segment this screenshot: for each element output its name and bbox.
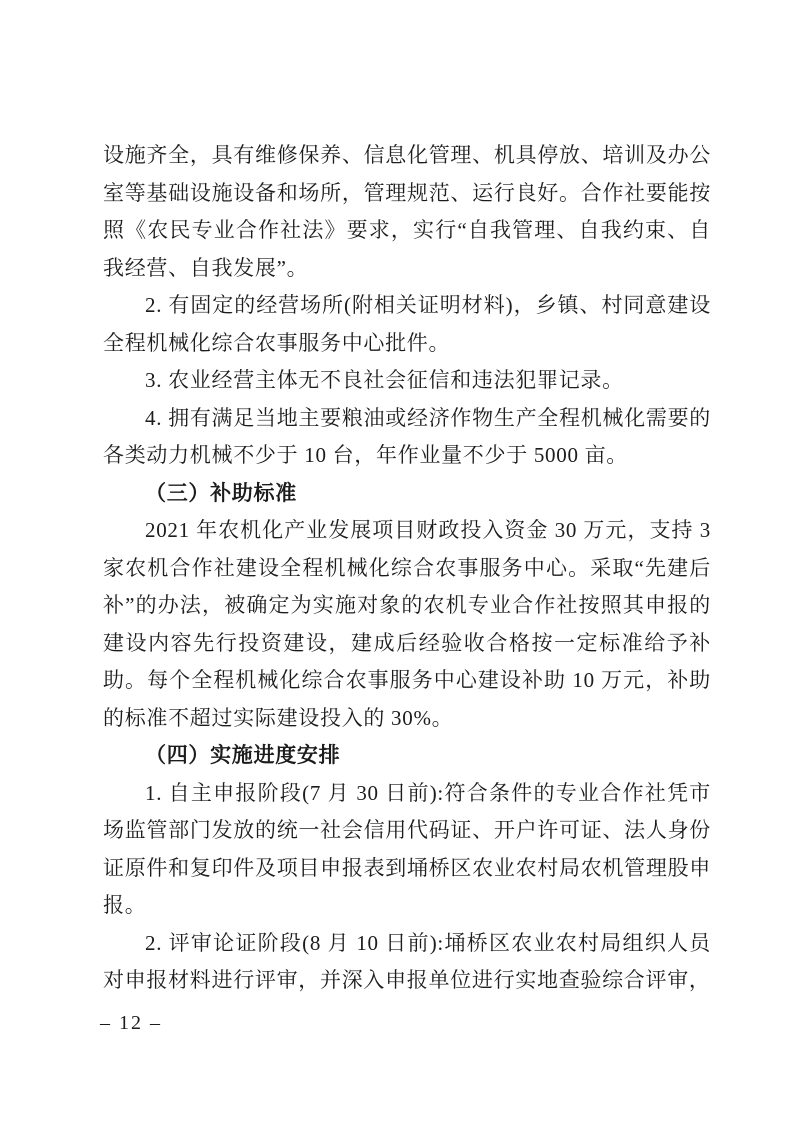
page-number: – 12 – (100, 1012, 162, 1034)
paragraph-subsidy-detail: 2021 年农机化产业发展项目财政投入资金 30 万元，支持 3 家农机合作社建设全程机械化综合农事服务中心。采取“先建后补”的办法，被确定为实施对象的农机专业合作社按照其申报的建设内容先行投资建设，建成后经验收合格按一定标准给予补助。每个全程机械化综合农事服务中心建设补助 10 万元，补助的标准不超过实际建设投入的 30%。 (103, 518, 711, 730)
paragraph-continuation: 设施齐全，具有维修保养、信息化管理、机具停放、培训及办公室等基础设施设备和场所，管理规范、运行良好。合作社要能按照《农民专业合作社法》要求，实行“自我管理、自我约束、自我经营、自我发展”。 (103, 143, 711, 280)
document-text-block (103, 137, 711, 1000)
paragraph-condition-3: 3. 农业经营主体无不良社会征信和违法犯罪记录。 (145, 368, 624, 392)
paragraph-condition-2: 2. 有固定的经营场所(附相关证明材料)，乡镇、村同意建设全程机械化综合农事服务中心批件。 (103, 293, 711, 355)
paragraph-stage-1-application: 1. 自主申报阶段(7 月 30 日前):符合条件的专业合作社凭市场监管部门发放的统一社会信用代码证、开户许可证、法人身份证原件和复印件及项目申报表到埇桥区农业农村局农机管理股申报。 (103, 780, 711, 917)
paragraph-condition-4: 4. 拥有满足当地主要粮油或经济作物生产全程机械化需要的各类动力机械不少于 10 台，年作业量不少于 5000 亩。 (103, 405, 711, 467)
paragraph-stage-2-review: 2. 评审论证阶段(8 月 10 日前):埇桥区农业农村局组织人员对申报材料进行评审，并深入申报单位进行实地查验综合评审， (103, 930, 711, 992)
section-heading-implementation-schedule: （四）实施进度安排 (145, 743, 341, 767)
section-heading-subsidy-standard: （三）补助标准 (145, 480, 297, 505)
